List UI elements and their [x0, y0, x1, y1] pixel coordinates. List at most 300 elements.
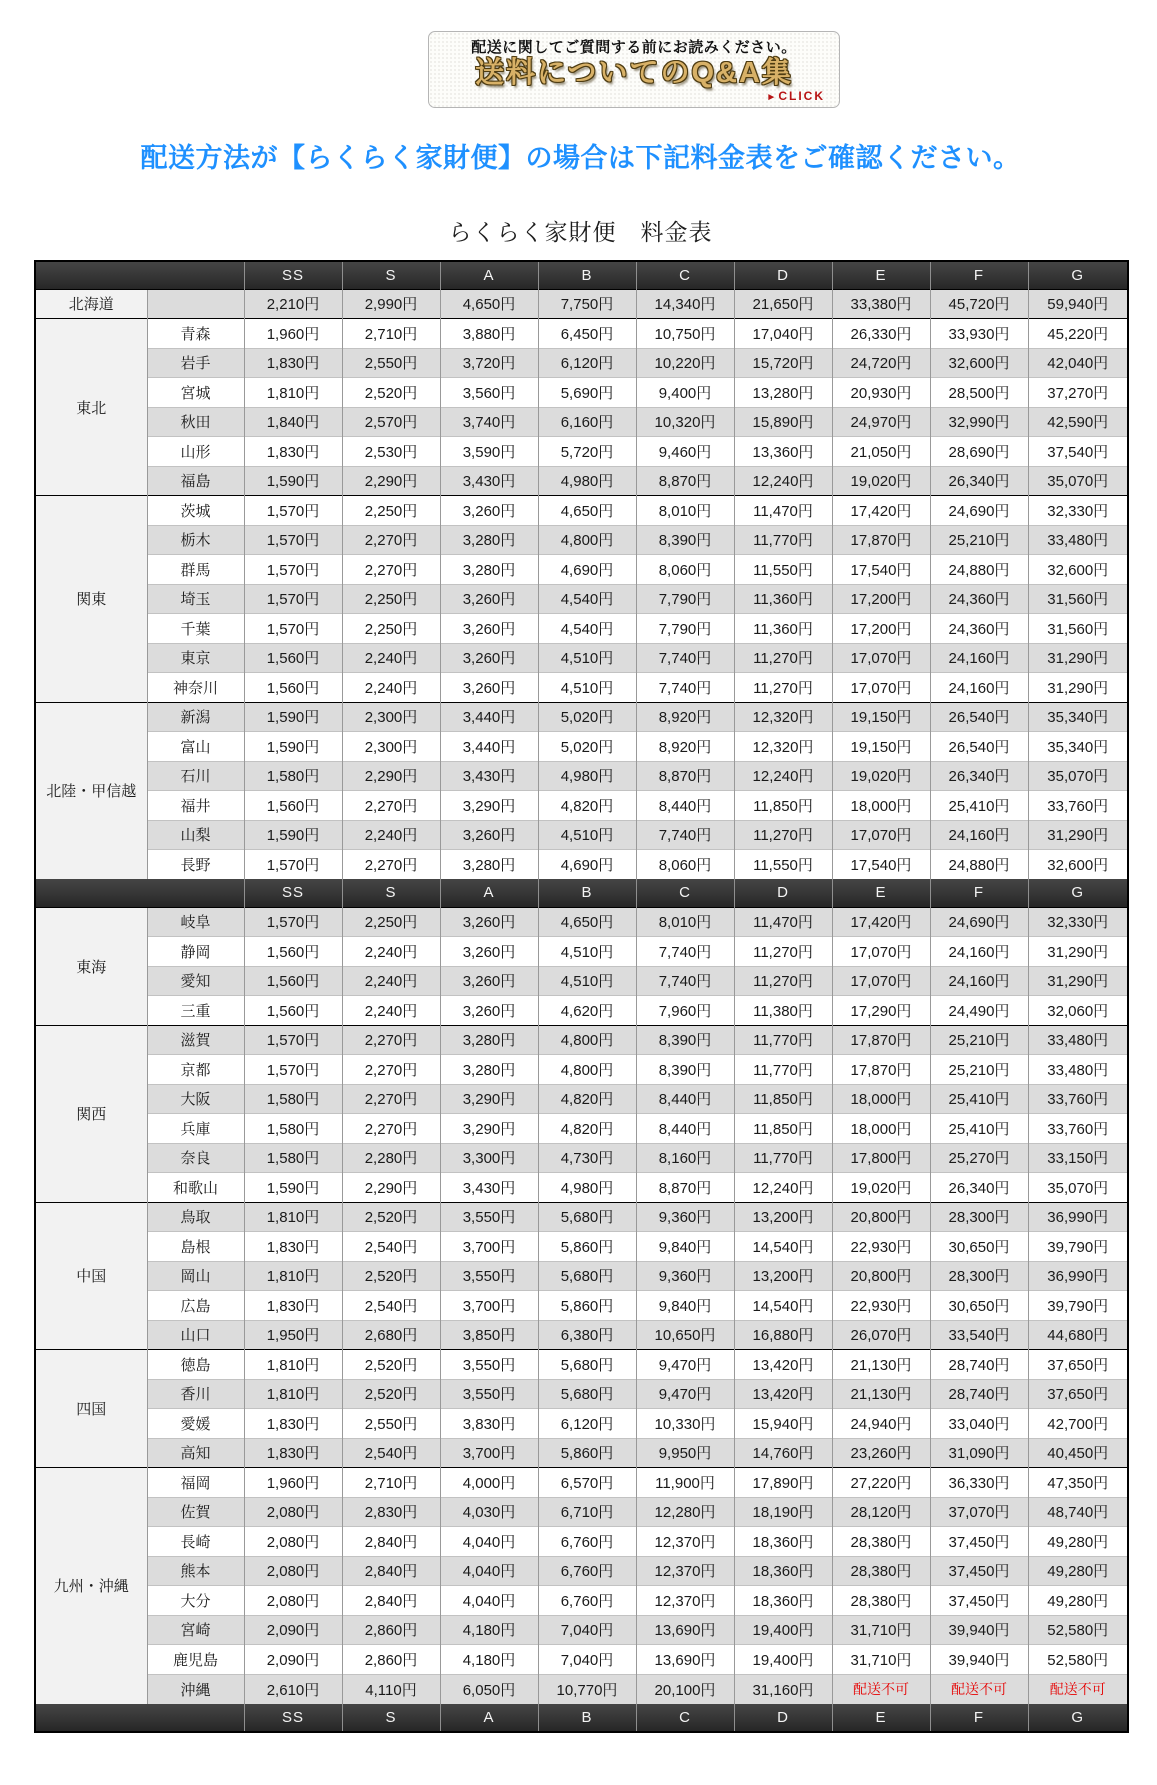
- price-cell: 37,450円: [930, 1586, 1028, 1616]
- price-cell: 2,570円: [342, 407, 440, 437]
- price-cell: 11,270円: [734, 820, 832, 850]
- price-cell: 2,240円: [342, 643, 440, 673]
- price-cell: 1,570円: [244, 1025, 342, 1055]
- price-cell: 4,980円: [538, 1173, 636, 1203]
- unavailable-cell: 配送不可: [930, 1674, 1028, 1704]
- price-cell: 8,010円: [636, 496, 734, 526]
- price-cell: 24,160円: [930, 937, 1028, 967]
- prefecture-cell: 栃木: [147, 525, 244, 555]
- price-cell: 18,360円: [734, 1556, 832, 1586]
- price-cell: 8,160円: [636, 1143, 734, 1173]
- size-header-cell: D: [734, 1704, 832, 1732]
- table-row: [35, 643, 1128, 673]
- table-row: [35, 555, 1128, 585]
- price-cell: 1,580円: [244, 761, 342, 791]
- price-cell: 3,260円: [440, 820, 538, 850]
- price-cell: 2,520円: [342, 378, 440, 408]
- price-cell: 3,700円: [440, 1438, 538, 1468]
- price-cell: 5,680円: [538, 1350, 636, 1380]
- price-cell: 28,740円: [930, 1350, 1028, 1380]
- price-cell: 4,980円: [538, 761, 636, 791]
- price-cell: 3,550円: [440, 1261, 538, 1291]
- price-cell: 19,020円: [832, 466, 930, 496]
- price-cell: 3,430円: [440, 761, 538, 791]
- price-cell: 17,200円: [832, 584, 930, 614]
- price-cell: 18,360円: [734, 1586, 832, 1616]
- price-cell: 9,840円: [636, 1291, 734, 1321]
- price-cell: 13,200円: [734, 1202, 832, 1232]
- price-cell: 13,280円: [734, 378, 832, 408]
- region-cell: 東海: [35, 907, 147, 1025]
- price-cell: 23,260円: [832, 1438, 930, 1468]
- price-cell: 3,740円: [440, 407, 538, 437]
- price-cell: 42,590円: [1028, 407, 1128, 437]
- price-cell: 1,590円: [244, 466, 342, 496]
- price-cell: 37,450円: [930, 1556, 1028, 1586]
- table-row: [35, 584, 1128, 614]
- price-cell: 2,270円: [342, 1025, 440, 1055]
- price-cell: 2,610円: [244, 1674, 342, 1704]
- table-row: [35, 966, 1128, 996]
- price-cell: 26,340円: [930, 1173, 1028, 1203]
- price-cell: 7,740円: [636, 643, 734, 673]
- price-cell: 31,160円: [734, 1674, 832, 1704]
- price-cell: 17,070円: [832, 966, 930, 996]
- size-header-cell: F: [930, 1704, 1028, 1732]
- price-cell: 6,760円: [538, 1586, 636, 1616]
- price-cell: 25,210円: [930, 1025, 1028, 1055]
- price-cell: 4,510円: [538, 643, 636, 673]
- price-cell: 11,770円: [734, 1143, 832, 1173]
- price-cell: 37,070円: [930, 1497, 1028, 1527]
- price-cell: 11,380円: [734, 996, 832, 1026]
- price-cell: 4,820円: [538, 1084, 636, 1114]
- price-cell: 8,440円: [636, 791, 734, 821]
- table-row: [35, 996, 1128, 1026]
- price-cell: 6,050円: [440, 1674, 538, 1704]
- size-header-row-top: [35, 261, 1128, 289]
- table-row: [35, 348, 1128, 378]
- price-cell: 12,240円: [734, 466, 832, 496]
- price-cell: 3,260円: [440, 966, 538, 996]
- price-cell: 1,830円: [244, 348, 342, 378]
- table-row: [35, 1025, 1128, 1055]
- price-cell: 31,290円: [1028, 966, 1128, 996]
- price-cell: 31,710円: [832, 1615, 930, 1645]
- price-cell: 3,280円: [440, 1025, 538, 1055]
- prefecture-cell: 島根: [147, 1232, 244, 1262]
- banner-note-text: 配送に関してご質問する前にお読みください。: [471, 39, 797, 56]
- price-cell: 18,000円: [832, 1084, 930, 1114]
- price-cell: 17,070円: [832, 820, 930, 850]
- price-cell: 19,400円: [734, 1645, 832, 1675]
- price-cell: 4,040円: [440, 1586, 538, 1616]
- price-cell: 25,410円: [930, 791, 1028, 821]
- price-cell: 4,980円: [538, 466, 636, 496]
- table-row: [35, 437, 1128, 467]
- price-cell: 15,720円: [734, 348, 832, 378]
- price-cell: 52,580円: [1028, 1615, 1128, 1645]
- table-row: [35, 1291, 1128, 1321]
- price-cell: 14,760円: [734, 1438, 832, 1468]
- price-cell: 3,440円: [440, 732, 538, 762]
- price-cell: 12,240円: [734, 1173, 832, 1203]
- price-cell: 24,940円: [832, 1409, 930, 1439]
- prefecture-cell: 鹿児島: [147, 1645, 244, 1675]
- price-cell: 4,620円: [538, 996, 636, 1026]
- price-cell: 2,290円: [342, 1173, 440, 1203]
- table-row: [35, 1615, 1128, 1645]
- price-cell: 11,850円: [734, 1114, 832, 1144]
- price-cell: 1,580円: [244, 1084, 342, 1114]
- prefecture-cell: 広島: [147, 1291, 244, 1321]
- prefecture-cell: 山口: [147, 1320, 244, 1350]
- price-cell: 20,100円: [636, 1674, 734, 1704]
- price-cell: 32,600円: [1028, 555, 1128, 585]
- price-cell: 3,550円: [440, 1379, 538, 1409]
- price-cell: 26,540円: [930, 702, 1028, 732]
- price-cell: 19,020円: [832, 1173, 930, 1203]
- price-cell: 2,250円: [342, 614, 440, 644]
- price-cell: 3,550円: [440, 1350, 538, 1380]
- price-table-title: らくらく家財便 料金表: [448, 219, 713, 245]
- price-cell: 30,650円: [930, 1291, 1028, 1321]
- price-cell: 11,270円: [734, 643, 832, 673]
- price-cell: 12,320円: [734, 732, 832, 762]
- price-cell: 3,560円: [440, 378, 538, 408]
- price-cell: 49,280円: [1028, 1586, 1128, 1616]
- price-cell: 2,080円: [244, 1497, 342, 1527]
- price-cell: 2,860円: [342, 1615, 440, 1645]
- size-header-cell: E: [832, 879, 930, 907]
- price-cell: 59,940円: [1028, 289, 1128, 319]
- prefecture-cell: 新潟: [147, 702, 244, 732]
- prefecture-cell: 鳥取: [147, 1202, 244, 1232]
- price-cell: 27,220円: [832, 1468, 930, 1498]
- price-cell: 6,760円: [538, 1556, 636, 1586]
- price-cell: 2,860円: [342, 1645, 440, 1675]
- price-cell: 2,080円: [244, 1586, 342, 1616]
- region-cell: 東北: [35, 319, 147, 496]
- price-cell: 7,740円: [636, 966, 734, 996]
- price-cell: 48,740円: [1028, 1497, 1128, 1527]
- price-cell: 8,010円: [636, 907, 734, 937]
- price-cell: 24,880円: [930, 555, 1028, 585]
- size-header-cell: S: [342, 1704, 440, 1732]
- price-cell: 24,160円: [930, 643, 1028, 673]
- price-cell: 49,280円: [1028, 1556, 1128, 1586]
- price-cell: 2,710円: [342, 319, 440, 349]
- price-cell: 28,380円: [832, 1556, 930, 1586]
- price-cell: 28,740円: [930, 1379, 1028, 1409]
- price-cell: 4,690円: [538, 850, 636, 880]
- price-cell: 21,130円: [832, 1350, 930, 1380]
- table-row: [35, 1084, 1128, 1114]
- price-cell: 36,990円: [1028, 1202, 1128, 1232]
- price-cell: 1,590円: [244, 820, 342, 850]
- price-cell: 24,690円: [930, 907, 1028, 937]
- banner-click-label[interactable]: ► CLICK: [766, 89, 825, 103]
- size-header-cell: D: [734, 261, 832, 289]
- price-cell: 31,090円: [930, 1438, 1028, 1468]
- price-cell: 28,500円: [930, 378, 1028, 408]
- price-cell: 2,080円: [244, 1527, 342, 1557]
- price-cell: 5,680円: [538, 1379, 636, 1409]
- prefecture-cell: 愛媛: [147, 1409, 244, 1439]
- price-cell: 17,420円: [832, 907, 930, 937]
- price-cell: 36,330円: [930, 1468, 1028, 1498]
- price-cell: 2,290円: [342, 466, 440, 496]
- price-cell: 11,900円: [636, 1468, 734, 1498]
- table-row: [35, 466, 1128, 496]
- price-cell: 10,330円: [636, 1409, 734, 1439]
- prefecture-cell: 沖縄: [147, 1674, 244, 1704]
- size-header-cell: S: [342, 879, 440, 907]
- price-cell: 22,930円: [832, 1232, 930, 1262]
- price-cell: 30,650円: [930, 1232, 1028, 1262]
- region-cell: 中国: [35, 1202, 147, 1350]
- price-cell: 52,580円: [1028, 1645, 1128, 1675]
- price-cell: 17,070円: [832, 673, 930, 703]
- price-cell: 2,210円: [244, 289, 342, 319]
- price-cell: 32,060円: [1028, 996, 1128, 1026]
- size-header-cell: SS: [244, 879, 342, 907]
- price-cell: 9,840円: [636, 1232, 734, 1262]
- price-cell: 31,290円: [1028, 937, 1128, 967]
- price-cell: 4,800円: [538, 525, 636, 555]
- price-cell: 35,340円: [1028, 702, 1128, 732]
- table-row: [35, 850, 1128, 880]
- price-cell: 11,360円: [734, 584, 832, 614]
- price-cell: 1,560円: [244, 996, 342, 1026]
- table-row: [35, 1232, 1128, 1262]
- size-header-cell: D: [734, 879, 832, 907]
- price-cell: 9,470円: [636, 1350, 734, 1380]
- price-cell: 3,430円: [440, 1173, 538, 1203]
- prefecture-cell: 長崎: [147, 1527, 244, 1557]
- prefecture-cell: 千葉: [147, 614, 244, 644]
- prefecture-cell: 埼玉: [147, 584, 244, 614]
- region-cell: 北陸・甲信越: [35, 702, 147, 879]
- size-header-cell: F: [930, 261, 1028, 289]
- prefecture-cell: 宮城: [147, 378, 244, 408]
- table-row: [35, 1379, 1128, 1409]
- price-cell: 4,800円: [538, 1025, 636, 1055]
- size-header-cell: C: [636, 879, 734, 907]
- price-cell: 31,290円: [1028, 643, 1128, 673]
- price-cell: 3,260円: [440, 614, 538, 644]
- price-cell: 2,520円: [342, 1261, 440, 1291]
- prefecture-cell: 京都: [147, 1055, 244, 1085]
- size-header-row-middle: [35, 879, 1128, 907]
- price-cell: 17,870円: [832, 1055, 930, 1085]
- price-cell: 1,810円: [244, 1379, 342, 1409]
- table-row: [35, 319, 1128, 349]
- price-cell: 2,240円: [342, 820, 440, 850]
- price-cell: 4,730円: [538, 1143, 636, 1173]
- size-header-cell: B: [538, 1704, 636, 1732]
- region-cell: 関東: [35, 496, 147, 703]
- price-cell: 25,210円: [930, 525, 1028, 555]
- price-cell: 1,580円: [244, 1114, 342, 1144]
- price-cell: 4,650円: [538, 907, 636, 937]
- price-cell: 11,850円: [734, 1084, 832, 1114]
- price-cell: 1,570円: [244, 584, 342, 614]
- price-cell: 17,070円: [832, 937, 930, 967]
- price-cell: 40,450円: [1028, 1438, 1128, 1468]
- price-cell: 37,540円: [1028, 437, 1128, 467]
- price-cell: 8,870円: [636, 466, 734, 496]
- price-cell: 26,540円: [930, 732, 1028, 762]
- price-cell: 3,260円: [440, 643, 538, 673]
- price-cell: 3,300円: [440, 1143, 538, 1173]
- price-cell: 12,320円: [734, 702, 832, 732]
- price-cell: 4,800円: [538, 1055, 636, 1085]
- price-cell: 39,790円: [1028, 1291, 1128, 1321]
- price-cell: 15,890円: [734, 407, 832, 437]
- price-cell: 22,930円: [832, 1291, 930, 1321]
- prefecture-cell: 宮崎: [147, 1615, 244, 1645]
- price-cell: 49,280円: [1028, 1527, 1128, 1557]
- price-cell: 18,000円: [832, 1114, 930, 1144]
- prefecture-cell: 山梨: [147, 820, 244, 850]
- price-cell: 1,560円: [244, 937, 342, 967]
- price-cell: 3,880円: [440, 319, 538, 349]
- price-cell: 26,070円: [832, 1320, 930, 1350]
- price-cell: 35,070円: [1028, 466, 1128, 496]
- price-cell: 11,470円: [734, 496, 832, 526]
- price-cell: 17,870円: [832, 525, 930, 555]
- size-header-cell: S: [342, 261, 440, 289]
- region-cell: 四国: [35, 1350, 147, 1468]
- price-cell: 28,300円: [930, 1261, 1028, 1291]
- price-cell: 25,270円: [930, 1143, 1028, 1173]
- price-cell: 32,600円: [930, 348, 1028, 378]
- price-cell: 33,040円: [930, 1409, 1028, 1439]
- price-cell: 3,260円: [440, 907, 538, 937]
- price-cell: 13,420円: [734, 1350, 832, 1380]
- price-cell: 42,040円: [1028, 348, 1128, 378]
- price-cell: 26,340円: [930, 761, 1028, 791]
- prefecture-cell: 奈良: [147, 1143, 244, 1173]
- price-cell: 8,440円: [636, 1084, 734, 1114]
- prefecture-cell: 和歌山: [147, 1173, 244, 1203]
- price-cell: 28,380円: [832, 1527, 930, 1557]
- price-cell: 13,690円: [636, 1645, 734, 1675]
- price-cell: 11,360円: [734, 614, 832, 644]
- price-cell: 17,540円: [832, 555, 930, 585]
- price-cell: 24,360円: [930, 614, 1028, 644]
- shipping-qa-banner[interactable]: [428, 31, 840, 108]
- price-cell: 3,830円: [440, 1409, 538, 1439]
- price-cell: 17,870円: [832, 1025, 930, 1055]
- price-cell: 24,970円: [832, 407, 930, 437]
- price-cell: 1,810円: [244, 1202, 342, 1232]
- price-cell: 2,090円: [244, 1645, 342, 1675]
- price-cell: 1,570円: [244, 907, 342, 937]
- prefecture-cell: 徳島: [147, 1350, 244, 1380]
- price-cell: 2,270円: [342, 1055, 440, 1085]
- price-cell: 2,300円: [342, 732, 440, 762]
- price-cell: 10,750円: [636, 319, 734, 349]
- price-cell: 24,160円: [930, 966, 1028, 996]
- price-cell: 18,190円: [734, 1497, 832, 1527]
- price-cell: 1,810円: [244, 1350, 342, 1380]
- price-cell: 14,540円: [734, 1232, 832, 1262]
- table-row: [35, 1143, 1128, 1173]
- price-cell: 2,270円: [342, 1084, 440, 1114]
- price-cell: 4,510円: [538, 937, 636, 967]
- price-cell: 3,260円: [440, 584, 538, 614]
- price-cell: 3,260円: [440, 673, 538, 703]
- price-cell: 1,560円: [244, 791, 342, 821]
- price-cell: 4,820円: [538, 791, 636, 821]
- table-row: [35, 1173, 1128, 1203]
- price-cell: 4,040円: [440, 1556, 538, 1586]
- price-cell: 17,800円: [832, 1143, 930, 1173]
- price-cell: 5,690円: [538, 378, 636, 408]
- price-cell: 11,270円: [734, 966, 832, 996]
- price-cell: 1,590円: [244, 732, 342, 762]
- price-cell: 26,330円: [832, 319, 930, 349]
- price-cell: 2,250円: [342, 584, 440, 614]
- price-cell: 11,770円: [734, 1025, 832, 1055]
- region-cell: 関西: [35, 1025, 147, 1202]
- price-cell: 24,160円: [930, 673, 1028, 703]
- price-cell: 1,570円: [244, 614, 342, 644]
- price-cell: 9,470円: [636, 1379, 734, 1409]
- price-cell: 11,270円: [734, 937, 832, 967]
- price-cell: 1,950円: [244, 1320, 342, 1350]
- price-cell: 5,020円: [538, 702, 636, 732]
- price-cell: 19,020円: [832, 761, 930, 791]
- price-cell: 3,440円: [440, 702, 538, 732]
- price-cell: 2,990円: [342, 289, 440, 319]
- price-cell: 8,920円: [636, 732, 734, 762]
- prefecture-cell: 岡山: [147, 1261, 244, 1291]
- price-cell: 8,870円: [636, 1173, 734, 1203]
- price-cell: 1,570円: [244, 850, 342, 880]
- region-cell: 北海道: [35, 289, 147, 319]
- price-cell: 1,580円: [244, 1143, 342, 1173]
- size-header-spacer: [35, 261, 244, 289]
- size-header-cell: C: [636, 1704, 734, 1732]
- price-cell: 11,550円: [734, 850, 832, 880]
- price-cell: 1,960円: [244, 319, 342, 349]
- table-row: [35, 673, 1128, 703]
- price-cell: 2,280円: [342, 1143, 440, 1173]
- price-cell: 32,600円: [1028, 850, 1128, 880]
- price-cell: 6,120円: [538, 348, 636, 378]
- price-cell: 8,060円: [636, 555, 734, 585]
- table-row: [35, 1556, 1128, 1586]
- table-row: [35, 1645, 1128, 1675]
- table-row: [35, 702, 1128, 732]
- region-cell: 九州・沖縄: [35, 1468, 147, 1704]
- size-header-cell: SS: [244, 1704, 342, 1732]
- price-cell: 12,280円: [636, 1497, 734, 1527]
- price-cell: 7,960円: [636, 996, 734, 1026]
- size-header-cell: G: [1028, 261, 1128, 289]
- delivery-method-heading: 配送方法が【らくらく家財便】の場合は下記料金表をご確認ください。: [140, 143, 1021, 173]
- price-cell: 28,690円: [930, 437, 1028, 467]
- table-row: [35, 1202, 1128, 1232]
- table-row: [35, 1320, 1128, 1350]
- prefecture-cell: 神奈川: [147, 673, 244, 703]
- price-cell: 31,560円: [1028, 584, 1128, 614]
- table-row: [35, 1055, 1128, 1085]
- table-row: [35, 907, 1128, 937]
